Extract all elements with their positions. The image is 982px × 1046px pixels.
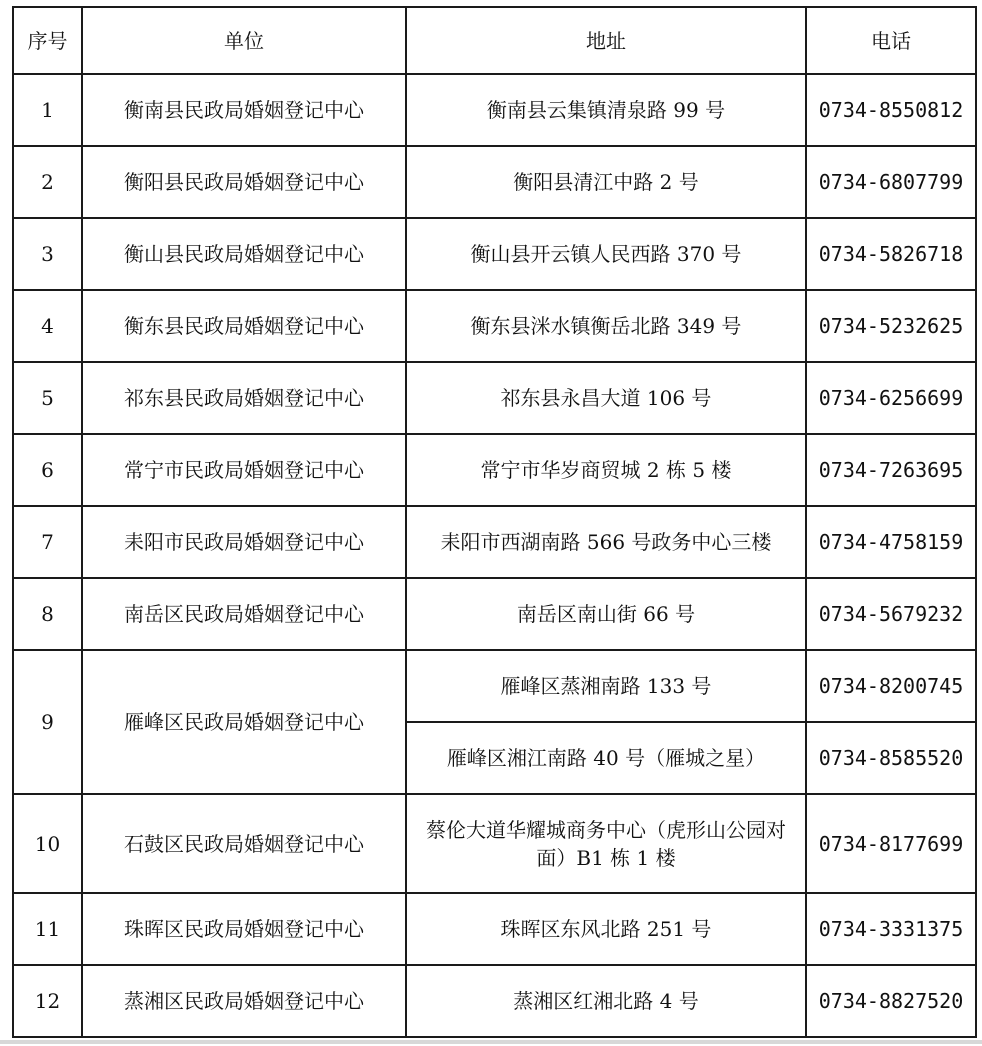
row-phone: 0734-6807799	[806, 146, 976, 218]
row-no: 7	[13, 506, 82, 578]
row-unit: 雁峰区民政局婚姻登记中心	[82, 650, 406, 794]
row-unit: 耒阳市民政局婚姻登记中心	[82, 506, 406, 578]
row-phone: 0734-3331375	[806, 893, 976, 965]
row-address: 蔡伦大道华耀城商务中心（虎形山公园对面）B1 栋 1 楼	[406, 794, 806, 893]
row-no: 5	[13, 362, 82, 434]
row-unit: 祁东县民政局婚姻登记中心	[82, 362, 406, 434]
header-unit: 单位	[82, 7, 406, 74]
table-header-row	[13, 7, 976, 74]
row-address: 衡山县开云镇人民西路 370 号	[406, 218, 806, 290]
row-no: 6	[13, 434, 82, 506]
row-unit: 衡山县民政局婚姻登记中心	[82, 218, 406, 290]
row-address: 衡南县云集镇清泉路 99 号	[406, 74, 806, 146]
row-no: 11	[13, 893, 82, 965]
row-unit: 南岳区民政局婚姻登记中心	[82, 578, 406, 650]
row-no: 4	[13, 290, 82, 362]
table-row	[13, 965, 976, 1037]
table-row	[13, 218, 976, 290]
bottom-divider	[0, 1040, 982, 1044]
row-no: 2	[13, 146, 82, 218]
row-address: 衡东县洣水镇衡岳北路 349 号	[406, 290, 806, 362]
row-phone: 0734-4758159	[806, 506, 976, 578]
table-row	[13, 650, 976, 722]
row-address: 常宁市华岁商贸城 2 栋 5 楼	[406, 434, 806, 506]
table-row	[13, 290, 976, 362]
row-no: 8	[13, 578, 82, 650]
marriage-registry-table	[12, 6, 977, 1038]
row-phone: 0734-8200745	[806, 650, 976, 722]
row-address: 衡阳县清江中路 2 号	[406, 146, 806, 218]
row-address-secondary: 雁峰区湘江南路 40 号（雁城之星）	[406, 722, 806, 794]
row-address: 珠晖区东风北路 251 号	[406, 893, 806, 965]
row-phone: 0734-6256699	[806, 362, 976, 434]
row-phone: 0734-5679232	[806, 578, 976, 650]
row-address: 祁东县永昌大道 106 号	[406, 362, 806, 434]
row-no: 1	[13, 74, 82, 146]
row-unit: 珠晖区民政局婚姻登记中心	[82, 893, 406, 965]
row-unit: 衡东县民政局婚姻登记中心	[82, 290, 406, 362]
table-row	[13, 794, 976, 893]
table-row	[13, 893, 976, 965]
row-phone-secondary: 0734-8585520	[806, 722, 976, 794]
table-row	[13, 146, 976, 218]
row-address: 蒸湘区红湘北路 4 号	[406, 965, 806, 1037]
row-phone: 0734-8177699	[806, 794, 976, 893]
table-row	[13, 578, 976, 650]
row-unit: 衡南县民政局婚姻登记中心	[82, 74, 406, 146]
table-row	[13, 74, 976, 146]
row-no: 9	[13, 650, 82, 794]
row-unit: 常宁市民政局婚姻登记中心	[82, 434, 406, 506]
row-phone: 0734-5232625	[806, 290, 976, 362]
table-row	[13, 362, 976, 434]
row-address: 南岳区南山街 66 号	[406, 578, 806, 650]
row-no: 3	[13, 218, 82, 290]
row-phone: 0734-8550812	[806, 74, 976, 146]
row-phone: 0734-7263695	[806, 434, 976, 506]
row-no: 10	[13, 794, 82, 893]
header-no: 序号	[13, 7, 82, 74]
row-unit: 石鼓区民政局婚姻登记中心	[82, 794, 406, 893]
table-row	[13, 506, 976, 578]
row-address: 雁峰区蒸湘南路 133 号	[406, 650, 806, 722]
row-unit: 衡阳县民政局婚姻登记中心	[82, 146, 406, 218]
header-address: 地址	[406, 7, 806, 74]
row-phone: 0734-5826718	[806, 218, 976, 290]
row-no: 12	[13, 965, 82, 1037]
header-phone: 电话	[806, 7, 976, 74]
table-row	[13, 434, 976, 506]
row-unit: 蒸湘区民政局婚姻登记中心	[82, 965, 406, 1037]
row-phone: 0734-8827520	[806, 965, 976, 1037]
row-address: 耒阳市西湖南路 566 号政务中心三楼	[406, 506, 806, 578]
